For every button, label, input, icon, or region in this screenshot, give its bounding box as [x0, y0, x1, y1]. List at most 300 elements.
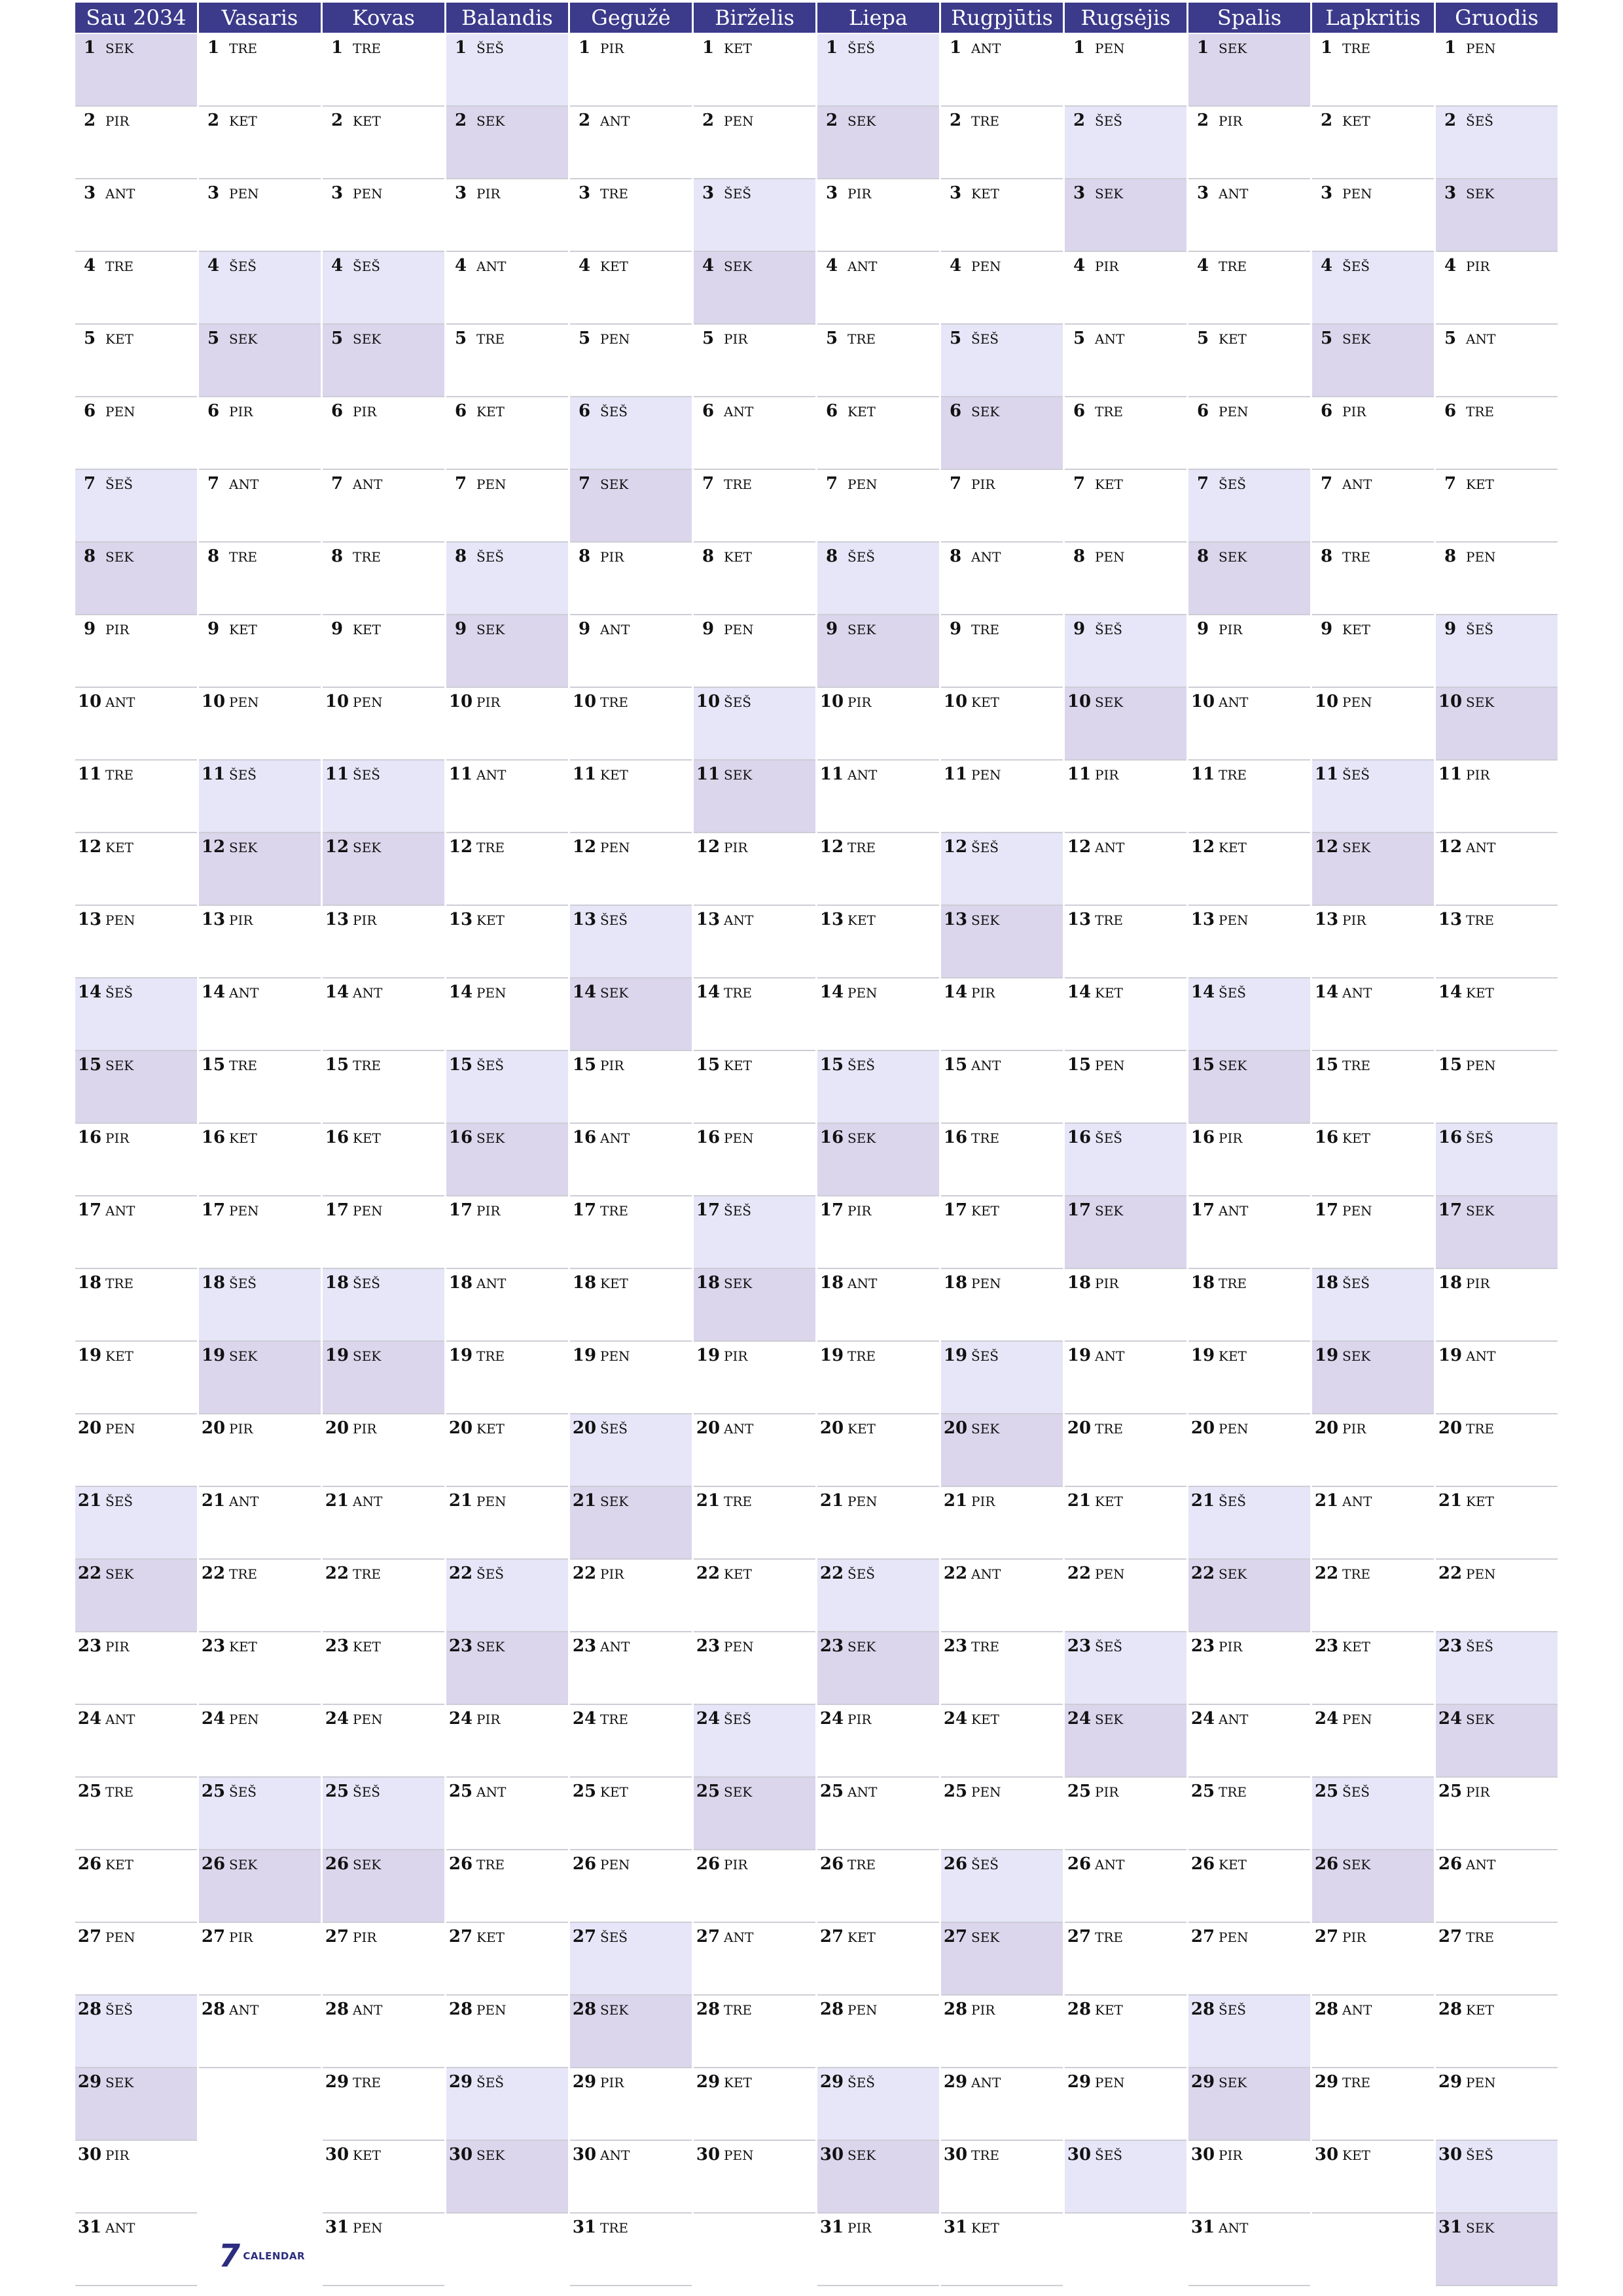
weekday-label: SEK: [105, 549, 134, 565]
day-number: 10: [572, 692, 597, 711]
day-cell: [446, 1705, 568, 1778]
day-number: 24: [943, 1709, 968, 1729]
day-cell: [1312, 615, 1434, 688]
weekday-label: PIR: [847, 2220, 872, 2236]
day-cell: [817, 1560, 939, 1632]
weekday-label: PEN: [229, 186, 259, 202]
day-number: 15: [696, 1055, 721, 1075]
weekday-label: KET: [1466, 1494, 1494, 1509]
day-cell: [1436, 543, 1558, 615]
day-number: 13: [943, 910, 968, 929]
day-cell: [199, 1342, 321, 1414]
weekday-label: PIR: [1095, 259, 1119, 274]
weekday-label: ANT: [1095, 1857, 1125, 1873]
day-cell: [694, 2068, 815, 2141]
day-cell: [323, 2214, 444, 2286]
weekday-label: SEK: [353, 1857, 382, 1873]
day-number: 11: [1314, 764, 1339, 784]
day-cell: [1065, 1632, 1186, 1705]
weekday-label: ŠEŠ: [105, 2002, 134, 2018]
weekday-label: PIR: [1095, 767, 1119, 783]
weekday-label: PEN: [1466, 41, 1496, 56]
day-cell: [1312, 1778, 1434, 1850]
weekday-label: PIR: [105, 622, 130, 637]
day-number: 17: [201, 1200, 226, 1220]
weekday-label: SEK: [847, 2147, 876, 2163]
weekday-label: SEK: [476, 1130, 505, 1146]
weekday-label: KET: [847, 404, 876, 420]
weekday-label: ŠEŠ: [724, 1203, 752, 1219]
weekday-label: PIR: [1466, 1276, 1490, 1291]
day-cell: [1188, 2214, 1310, 2286]
weekday-label: KET: [600, 767, 628, 783]
weekday-label: TRE: [353, 41, 381, 56]
day-cell: [941, 543, 1063, 615]
weekday-label: PEN: [600, 1857, 630, 1873]
day-number: 10: [201, 692, 226, 711]
day-number: 20: [572, 1418, 597, 1438]
day-cell: [941, 833, 1063, 906]
day-number: 7: [1320, 474, 1333, 493]
weekday-label: SEK: [600, 985, 629, 1001]
weekday-label: KET: [971, 694, 999, 710]
weekday-label: PEN: [724, 1639, 754, 1655]
day-number: 14: [77, 982, 102, 1002]
day-cell: [817, 1996, 939, 2068]
weekday-label: ANT: [105, 186, 135, 202]
weekday-label: ANT: [105, 694, 135, 710]
weekday-label: ANT: [229, 2002, 259, 2018]
weekday-label: SEK: [971, 404, 1000, 420]
day-number: 12: [1067, 837, 1092, 857]
weekday-label: PEN: [971, 259, 1001, 274]
day-cell: [694, 470, 815, 543]
day-number: 22: [201, 1564, 226, 1583]
day-number: 26: [1067, 1854, 1092, 1874]
day-number: 28: [1438, 2000, 1463, 2019]
day-number: 15: [819, 1055, 844, 1075]
day-cell: [323, 325, 444, 397]
day-number: 14: [325, 982, 349, 1002]
day-number: 12: [1438, 837, 1463, 857]
month-header: Liepa: [817, 3, 939, 33]
day-cell: [1312, 34, 1434, 107]
weekday-label: ANT: [476, 767, 507, 783]
day-number: 24: [696, 1709, 721, 1729]
weekday-label: KET: [847, 1421, 876, 1437]
day-cell: [1312, 1196, 1434, 1269]
day-number: 9: [825, 619, 838, 639]
day-number: 23: [77, 1636, 102, 1656]
day-number: 4: [1073, 256, 1086, 276]
day-number: 29: [572, 2072, 597, 2092]
day-cell: [199, 615, 321, 688]
day-number: 29: [77, 2072, 102, 2092]
weekday-label: TRE: [971, 1639, 999, 1655]
day-cell: [570, 34, 692, 107]
weekday-label: TRE: [1342, 41, 1370, 56]
weekday-label: KET: [1466, 985, 1494, 1001]
day-number: 6: [1320, 401, 1333, 421]
day-number: 21: [696, 1491, 721, 1511]
day-cell: [323, 1560, 444, 1632]
day-number: 28: [448, 2000, 473, 2019]
day-cell: [199, 325, 321, 397]
weekday-label: ANT: [600, 1130, 630, 1146]
weekday-label: TRE: [1342, 549, 1370, 565]
day-number: 11: [77, 764, 102, 784]
day-cell: [1188, 1414, 1310, 1487]
day-number: 31: [572, 2217, 597, 2237]
day-cell: [570, 1196, 692, 1269]
day-cell: [1065, 615, 1186, 688]
day-number: 10: [1190, 692, 1215, 711]
day-number: 27: [819, 1927, 844, 1946]
weekday-label: PIR: [600, 549, 624, 565]
day-number: 31: [77, 2217, 102, 2237]
day-cell: [941, 1269, 1063, 1342]
day-number: 12: [1190, 837, 1215, 857]
day-cell: [323, 1051, 444, 1124]
day-cell: [570, 615, 692, 688]
day-cell: [446, 1196, 568, 1269]
day-cell: [1436, 1051, 1558, 1124]
day-cell: [941, 1124, 1063, 1196]
day-cell: [1436, 688, 1558, 761]
weekday-label: TRE: [1466, 404, 1494, 420]
day-cell: [1188, 252, 1310, 325]
day-cell: [446, 688, 568, 761]
day-number: 5: [83, 329, 96, 348]
day-number: 3: [949, 183, 962, 203]
day-number: 21: [819, 1491, 844, 1511]
day-cell: [1312, 2141, 1434, 2214]
day-number: 9: [949, 619, 962, 639]
day-number: 21: [325, 1491, 349, 1511]
weekday-label: KET: [1095, 985, 1123, 1001]
day-cell: [1065, 688, 1186, 761]
day-number: 6: [702, 401, 715, 421]
month-header: Kovas: [323, 3, 444, 33]
day-cell: [1436, 1560, 1558, 1632]
day-number: 5: [949, 329, 962, 348]
day-cell: [1065, 1269, 1186, 1342]
day-number: 16: [201, 1128, 226, 1147]
weekday-label: SEK: [105, 1058, 134, 1073]
day-number: 10: [1438, 692, 1463, 711]
day-number: 19: [1314, 1346, 1339, 1365]
day-number: 15: [448, 1055, 473, 1075]
day-cell: [1312, 978, 1434, 1051]
month-header: Lapkritis: [1312, 3, 1434, 33]
day-cell: [75, 688, 197, 761]
day-number: 10: [943, 692, 968, 711]
day-cell: [199, 543, 321, 615]
weekday-label: ANT: [1342, 985, 1372, 1001]
day-cell: [446, 252, 568, 325]
day-cell: [694, 1269, 815, 1342]
day-number: 25: [696, 1782, 721, 1801]
day-cell: [323, 906, 444, 978]
weekday-label: SEK: [1342, 840, 1371, 855]
weekday-label: KET: [476, 1421, 505, 1437]
weekday-label: KET: [476, 1929, 505, 1945]
day-number: 7: [454, 474, 467, 493]
day-number: 20: [325, 1418, 349, 1438]
day-number: 5: [1444, 329, 1457, 348]
day-number: 27: [1438, 1927, 1463, 1946]
weekday-label: ANT: [600, 622, 630, 637]
weekday-label: PEN: [476, 476, 507, 492]
day-number: 20: [1190, 1418, 1215, 1438]
weekday-label: SEK: [847, 1130, 876, 1146]
weekday-label: KET: [724, 41, 752, 56]
weekday-label: PEN: [1095, 41, 1125, 56]
weekday-label: PEN: [1466, 1566, 1496, 1582]
weekday-label: PIR: [600, 2075, 624, 2090]
day-number: 3: [1196, 183, 1209, 203]
weekday-label: ŠEŠ: [847, 1058, 876, 1073]
day-number: 6: [1073, 401, 1086, 421]
weekday-label: TRE: [353, 1058, 381, 1073]
weekday-label: TRE: [476, 1348, 505, 1364]
weekday-label: ŠEŠ: [1095, 622, 1123, 637]
weekday-label: TRE: [724, 985, 752, 1001]
day-number: 24: [819, 1709, 844, 1729]
weekday-label: KET: [105, 1348, 134, 1364]
day-number: 6: [578, 401, 591, 421]
day-number: 26: [1190, 1854, 1215, 1874]
day-number: 15: [572, 1055, 597, 1075]
day-cell: [941, 107, 1063, 179]
day-number: 16: [77, 1128, 102, 1147]
day-number: 29: [943, 2072, 968, 2092]
weekday-label: PEN: [476, 2002, 507, 2018]
month-column: [75, 3, 197, 2286]
day-cell: [694, 761, 815, 833]
weekday-label: PEN: [229, 1203, 259, 1219]
weekday-label: ŠEŠ: [600, 1421, 628, 1437]
day-number: 14: [819, 982, 844, 1002]
day-number: 16: [1190, 1128, 1215, 1147]
weekday-label: TRE: [229, 1566, 257, 1582]
weekday-label: ŠEŠ: [1342, 259, 1370, 274]
day-cell: [570, 978, 692, 1051]
day-number: 17: [77, 1200, 102, 1220]
day-number: 30: [1067, 2145, 1092, 2164]
day-cell: [446, 1850, 568, 1923]
day-number: 22: [696, 1564, 721, 1583]
weekday-label: PIR: [1219, 1639, 1243, 1655]
weekday-label: PEN: [1095, 549, 1125, 565]
day-number: 16: [325, 1128, 349, 1147]
weekday-label: PEN: [353, 694, 383, 710]
day-number: 27: [325, 1927, 349, 1946]
weekday-label: KET: [1342, 2147, 1370, 2163]
day-number: 16: [943, 1128, 968, 1147]
day-cell: [1065, 252, 1186, 325]
day-number: 16: [572, 1128, 597, 1147]
weekday-label: ŠEŠ: [1342, 1784, 1370, 1800]
year-calendar: [75, 3, 1558, 2286]
weekday-label: PIR: [1095, 1784, 1119, 1800]
day-cell: [817, 761, 939, 833]
day-number: 22: [572, 1564, 597, 1583]
weekday-label: PIR: [1342, 1929, 1366, 1945]
day-cell: [75, 1923, 197, 1996]
weekday-label: KET: [353, 622, 381, 637]
day-cell: [1188, 1124, 1310, 1196]
weekday-label: ANT: [971, 1566, 1001, 1582]
day-cell: [570, 761, 692, 833]
weekday-label: PEN: [600, 331, 630, 347]
day-number: 18: [325, 1273, 349, 1293]
day-number: 8: [702, 547, 715, 566]
day-cell: [1188, 833, 1310, 906]
day-cell: [323, 688, 444, 761]
day-cell: [199, 1923, 321, 1996]
day-cell: [1436, 1342, 1558, 1414]
weekday-label: TRE: [476, 331, 505, 347]
day-cell: [75, 1124, 197, 1196]
day-cell: [570, 1124, 692, 1196]
day-cell: [446, 325, 568, 397]
day-cell: [694, 543, 815, 615]
day-cell: [1436, 1487, 1558, 1560]
weekday-label: SEK: [1342, 331, 1371, 347]
weekday-label: ANT: [971, 2075, 1001, 2090]
weekday-label: TRE: [1342, 1566, 1370, 1582]
logo-text: CALENDAR: [243, 2250, 305, 2262]
weekday-label: SEK: [1095, 186, 1124, 202]
day-cell: [570, 2214, 692, 2286]
day-cell: [446, 1632, 568, 1705]
weekday-label: ANT: [1095, 331, 1125, 347]
day-cell: [1188, 325, 1310, 397]
weekday-label: ANT: [971, 1058, 1001, 1073]
weekday-label: TRE: [1466, 912, 1494, 928]
day-number: 23: [1314, 1636, 1339, 1656]
day-cell: [1436, 1705, 1558, 1778]
weekday-label: TRE: [229, 1058, 257, 1073]
day-number: 25: [1314, 1782, 1339, 1801]
day-number: 3: [825, 183, 838, 203]
day-number: 24: [325, 1709, 349, 1729]
day-number: 9: [578, 619, 591, 639]
day-number: 21: [1067, 1491, 1092, 1511]
weekday-label: SEK: [1466, 1203, 1495, 1219]
day-number: 15: [1438, 1055, 1463, 1075]
weekday-label: ŠEŠ: [1095, 1639, 1123, 1655]
weekday-label: PIR: [847, 1712, 872, 1727]
day-number: 15: [325, 1055, 349, 1075]
weekday-label: SEK: [1466, 1712, 1495, 1727]
day-number: 31: [819, 2217, 844, 2237]
day-number: 21: [572, 1491, 597, 1511]
day-cell: [1065, 1124, 1186, 1196]
day-number: 29: [1438, 2072, 1463, 2092]
day-cell: [323, 833, 444, 906]
day-cell: [941, 1705, 1063, 1778]
weekday-label: TRE: [600, 1712, 628, 1727]
weekday-label: KET: [1095, 1494, 1123, 1509]
day-number: 22: [819, 1564, 844, 1583]
day-cell: [446, 1996, 568, 2068]
day-cell: [1312, 325, 1434, 397]
day-cell: [941, 761, 1063, 833]
weekday-label: PIR: [724, 840, 748, 855]
day-cell: [1436, 1923, 1558, 1996]
day-cell: [1312, 397, 1434, 470]
weekday-label: PEN: [105, 1929, 135, 1945]
weekday-label: TRE: [971, 622, 999, 637]
weekday-label: SEK: [600, 2002, 629, 2018]
day-cell: [817, 1196, 939, 1269]
weekday-label: PEN: [1466, 1058, 1496, 1073]
day-number: 19: [325, 1346, 349, 1365]
day-number: 12: [325, 837, 349, 857]
weekday-label: KET: [1219, 840, 1247, 855]
day-cell: [1312, 1487, 1434, 1560]
day-number: 28: [1190, 2000, 1215, 2019]
day-number: 4: [702, 256, 715, 276]
day-number: 4: [330, 256, 344, 276]
day-number: 11: [1067, 764, 1092, 784]
weekday-label: KET: [229, 622, 257, 637]
weekday-label: ANT: [353, 476, 383, 492]
day-number: 10: [1314, 692, 1339, 711]
weekday-label: PIR: [229, 1929, 253, 1945]
weekday-label: SEK: [105, 41, 134, 56]
day-number: 3: [1073, 183, 1086, 203]
day-number: 27: [943, 1927, 968, 1946]
weekday-label: PEN: [724, 1130, 754, 1146]
day-number: 1: [578, 38, 591, 58]
day-cell: [75, 34, 197, 107]
day-cell: [570, 1269, 692, 1342]
weekday-label: PIR: [600, 1566, 624, 1582]
day-number: 23: [943, 1636, 968, 1656]
day-cell: [570, 325, 692, 397]
day-number: 21: [1190, 1491, 1215, 1511]
day-cell: [1065, 1342, 1186, 1414]
day-cell: [1436, 833, 1558, 906]
day-number: 23: [448, 1636, 473, 1656]
weekday-label: SEK: [353, 840, 382, 855]
weekday-label: ŠEŠ: [229, 767, 257, 783]
day-number: 5: [825, 329, 838, 348]
weekday-label: PIR: [724, 1348, 748, 1364]
day-number: 19: [448, 1346, 473, 1365]
day-cell: [1065, 543, 1186, 615]
day-number: 13: [325, 910, 349, 929]
weekday-label: SEK: [353, 1348, 382, 1364]
month-column: [199, 3, 321, 2286]
weekday-label: SEK: [229, 331, 258, 347]
weekday-label: TRE: [105, 767, 134, 783]
day-cell: [1188, 397, 1310, 470]
weekday-label: ŠEŠ: [229, 1784, 257, 1800]
day-number: 2: [825, 111, 838, 130]
weekday-label: SEK: [847, 1639, 876, 1655]
day-number: 14: [943, 982, 968, 1002]
day-number: 5: [578, 329, 591, 348]
day-cell: [1065, 470, 1186, 543]
month-header: Rugsėjis: [1065, 3, 1186, 33]
day-number: 20: [696, 1418, 721, 1438]
day-cell: [570, 107, 692, 179]
day-number: 28: [572, 2000, 597, 2019]
